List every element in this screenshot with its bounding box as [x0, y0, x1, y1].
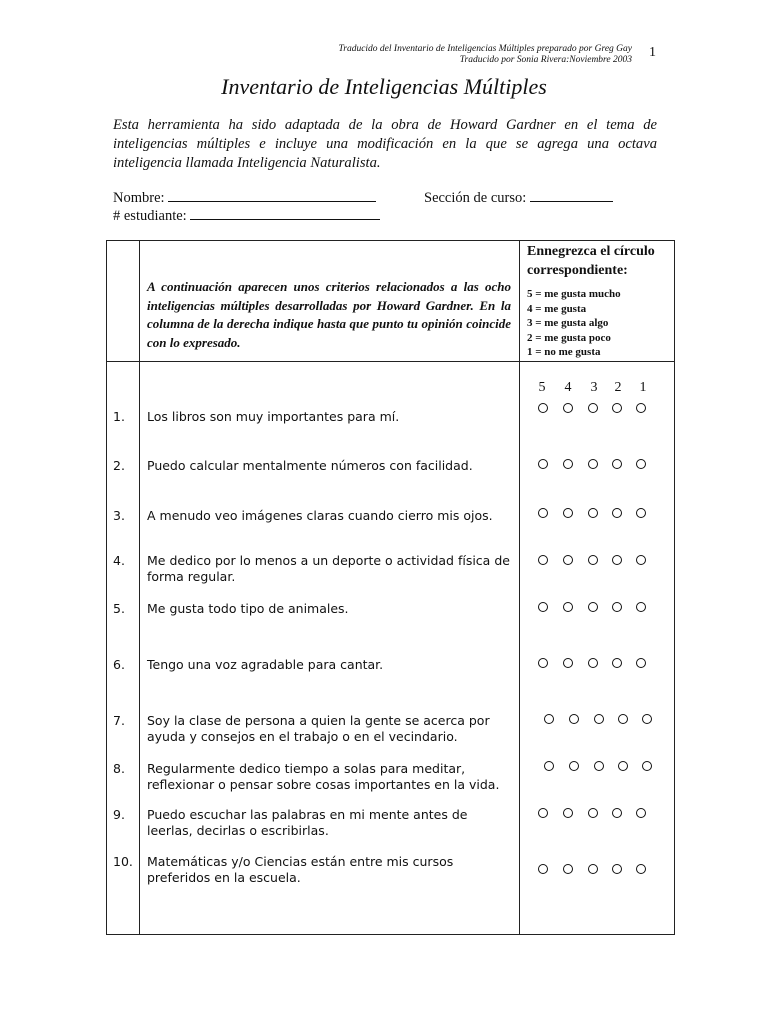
section-label: Sección de curso: — [424, 190, 527, 206]
rating-circle-item10-value4[interactable] — [563, 864, 573, 874]
item-text-3: A menudo veo imágenes claras cuando cierro mis ojos. — [147, 508, 493, 523]
rating-circle-item9-value1[interactable] — [636, 808, 646, 818]
rating-circle-item6-value2[interactable] — [612, 658, 622, 668]
table-divider-number — [139, 240, 140, 935]
credit-line-2: Traducido por Sonia Rivera:Noviembre 2003 — [459, 55, 632, 65]
rating-circle-item8-value1[interactable] — [642, 761, 652, 771]
rating-circle-item10-value1[interactable] — [636, 864, 646, 874]
section-field — [424, 189, 613, 207]
rating-circle-item10-value5[interactable] — [538, 864, 548, 874]
name-blank[interactable] — [168, 189, 376, 202]
rating-circle-item8-value3[interactable] — [594, 761, 604, 771]
student-blank[interactable] — [190, 207, 380, 220]
rating-circle-item2-value3[interactable] — [588, 459, 598, 469]
item-number-7: 7. — [113, 713, 125, 728]
scale-2: 2 = me gusta poco — [527, 331, 611, 344]
rating-circle-item4-value2[interactable] — [612, 555, 622, 565]
intro-paragraph: Esta herramienta ha sido adaptada de la obra de Howard Gardner en el tema de inteligencias múltiples e incluye una modificación en la que se agrega una octava inteligencia llamada Inteligencia Naturalista. — [113, 117, 657, 171]
rating-circle-item7-value5[interactable] — [544, 714, 554, 724]
rating-circle-item7-value3[interactable] — [594, 714, 604, 724]
rating-circle-item6-value5[interactable] — [538, 658, 548, 668]
student-label: # estudiante: — [113, 208, 187, 224]
page-number: 1 — [649, 45, 656, 60]
rating-circle-item10-value3[interactable] — [588, 864, 598, 874]
item-text-2: Puedo calcular mentalmente números con facilidad. — [147, 458, 473, 473]
rating-circle-item2-value1[interactable] — [636, 459, 646, 469]
item-text-4: Me dedico por lo menos a un deporte o actividad física de forma regular. — [147, 553, 510, 584]
page-title: Inventario de Inteligencias Múltiples — [221, 74, 547, 99]
scale-5: 5 = me gusta mucho — [527, 288, 621, 300]
item-text-9: Puedo escuchar las palabras en mi mente antes de leerlas, decirlas o escribirlas. — [147, 807, 468, 838]
rating-label-4: 4 — [564, 380, 572, 395]
item-number-1: 1. — [113, 409, 125, 424]
rating-circle-item7-value1[interactable] — [642, 714, 652, 724]
credit-line-1: Traducido del Inventario de Inteligencias Múltiples preparado por Greg Gay — [338, 44, 632, 54]
scale-4: 4 = me gusta — [527, 302, 587, 315]
rating-circle-item5-value3[interactable] — [588, 602, 598, 612]
rating-circle-item9-value3[interactable] — [588, 808, 598, 818]
name-field — [113, 189, 376, 207]
rating-circle-item8-value2[interactable] — [618, 761, 628, 771]
rating-circle-item2-value5[interactable] — [538, 459, 548, 469]
rating-circle-item6-value1[interactable] — [636, 658, 646, 668]
rating-circle-item6-value3[interactable] — [588, 658, 598, 668]
item-text-1: Los libros son muy importantes para mí. — [147, 409, 400, 424]
rating-circle-item1-value1[interactable] — [636, 403, 646, 413]
item-number-6: 6. — [113, 657, 125, 672]
rating-circle-item8-value5[interactable] — [544, 761, 554, 771]
item-number-2: 2. — [113, 458, 125, 473]
item-number-8: 8. — [113, 761, 125, 776]
item-number-9: 9. — [113, 807, 125, 822]
rating-circle-item8-value4[interactable] — [569, 761, 579, 771]
criteria-instructions: A continuación aparecen unos criterios relacionados a las ocho inteligencias múltiples desarrolladas por Howard Gardner. En la columna de la derecha indique hasta que punto tu opinión coincide con lo expresado. — [147, 279, 511, 350]
rating-circle-item2-value2[interactable] — [612, 459, 622, 469]
rating-circle-item3-value4[interactable] — [563, 508, 573, 518]
rating-circle-item1-value4[interactable] — [563, 403, 573, 413]
rating-circle-item9-value5[interactable] — [538, 808, 548, 818]
rating-circle-item7-value2[interactable] — [618, 714, 628, 724]
rating-circle-item10-value2[interactable] — [612, 864, 622, 874]
rating-label-2: 2 — [614, 380, 622, 395]
rating-circle-item5-value4[interactable] — [563, 602, 573, 612]
rating-circle-item2-value4[interactable] — [563, 459, 573, 469]
item-text-7: Soy la clase de persona a quien la gente se acerca por ayuda y consejos en el trabajo o en el vecindario. — [147, 713, 490, 744]
rating-circle-item3-value1[interactable] — [636, 508, 646, 518]
name-label: Nombre: — [113, 190, 165, 206]
rating-circle-item4-value1[interactable] — [636, 555, 646, 565]
rating-circle-item4-value5[interactable] — [538, 555, 548, 565]
rating-circle-item1-value5[interactable] — [538, 403, 548, 413]
student-field — [113, 207, 380, 225]
rating-circle-item9-value2[interactable] — [612, 808, 622, 818]
rating-circle-item1-value3[interactable] — [588, 403, 598, 413]
rating-circle-item5-value2[interactable] — [612, 602, 622, 612]
rating-circle-item6-value4[interactable] — [563, 658, 573, 668]
rating-circle-item7-value4[interactable] — [569, 714, 579, 724]
item-number-3: 3. — [113, 508, 125, 523]
section-blank[interactable] — [530, 189, 613, 202]
item-number-5: 5. — [113, 601, 125, 616]
rating-label-1: 1 — [639, 380, 647, 395]
rating-circle-item9-value4[interactable] — [563, 808, 573, 818]
rating-label-3: 3 — [590, 380, 598, 395]
table-divider-rating — [519, 240, 520, 935]
rating-circle-item3-value5[interactable] — [538, 508, 548, 518]
rating-label-5: 5 — [538, 380, 546, 395]
instruction-title: Ennegrezca el círculo correspondiente: — [527, 244, 655, 278]
rating-circle-item4-value4[interactable] — [563, 555, 573, 565]
item-number-10: 10. — [113, 854, 133, 869]
item-text-10: Matemáticas y/o Ciencias están entre mis cursos preferidos en la escuela. — [147, 854, 454, 885]
item-number-4: 4. — [113, 553, 125, 568]
item-text-8: Regularmente dedico tiempo a solas para meditar, reflexionar o pensar sobre cosas importantes en la vida. — [147, 761, 500, 792]
rating-circle-item5-value1[interactable] — [636, 602, 646, 612]
table-header-divider — [106, 361, 675, 362]
scale-1: 1 = no me gusta — [527, 346, 601, 359]
translation-credit — [339, 44, 633, 66]
scale-3: 3 = me gusta algo — [527, 317, 609, 330]
rating-circle-item1-value2[interactable] — [612, 403, 622, 413]
item-text-6: Tengo una voz agradable para cantar. — [147, 657, 384, 672]
rating-circle-item3-value2[interactable] — [612, 508, 622, 518]
rating-circle-item3-value3[interactable] — [588, 508, 598, 518]
item-text-5: Me gusta todo tipo de animales. — [147, 601, 349, 616]
rating-circle-item5-value5[interactable] — [538, 602, 548, 612]
rating-circle-item4-value3[interactable] — [588, 555, 598, 565]
